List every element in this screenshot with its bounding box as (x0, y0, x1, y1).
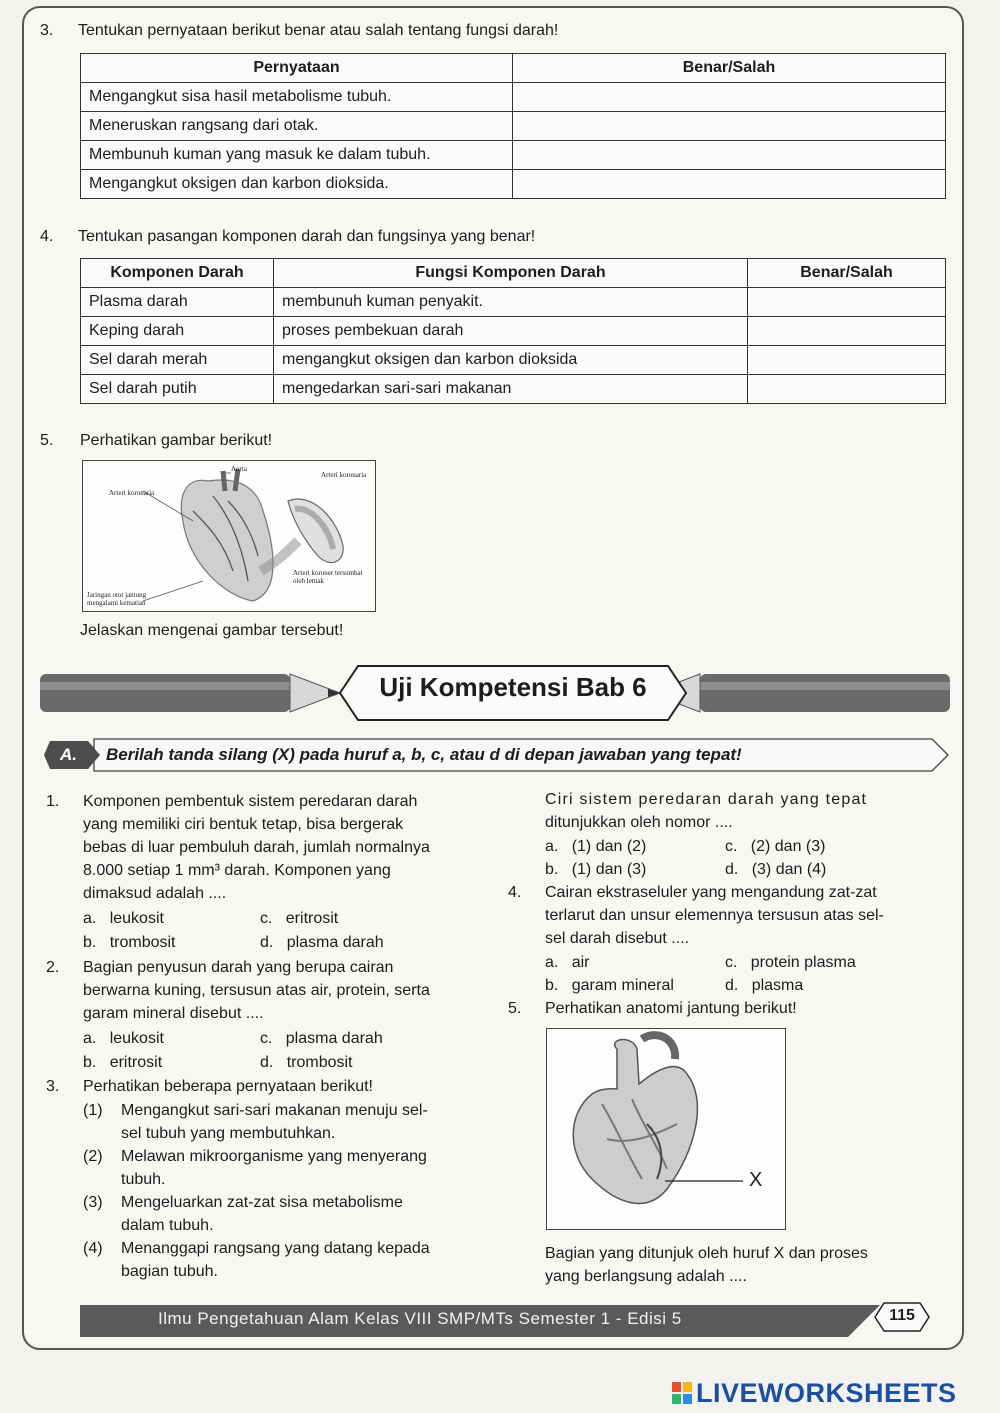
item-line: tubuh. (121, 1171, 166, 1188)
mc2-line: Bagian penyusun darah yang berupa cairan (83, 959, 394, 976)
option-text: (1) dan (3) (571, 861, 647, 878)
heart-coronary-illustration (83, 461, 375, 611)
mc3-item-list (83, 1099, 488, 1283)
mc3-option-b[interactable]: b. (1) dan (3) (545, 861, 647, 878)
mc4-line: sel darah disebut .... (545, 930, 690, 947)
liveworksheets-brand: LIVEWORKSHEETS (696, 1378, 957, 1408)
page-number: 115 (889, 1307, 915, 1324)
label-arteri-koroner: Arteri koroner tersumbat oleh lemak (293, 569, 363, 585)
q4-table (80, 258, 946, 404)
item-line: dalam tubuh. (121, 1217, 214, 1234)
mc1-option-c[interactable]: c. eritrosit (260, 910, 339, 927)
q3-table (80, 53, 946, 199)
answer-cell[interactable] (748, 288, 946, 317)
logo-squares (672, 1382, 692, 1404)
q3-statement: Mengangkut sisa hasil metabolisme tubuh. (81, 83, 513, 112)
mc1-option-a[interactable]: a. leukosit (83, 910, 164, 927)
q4-header-component: Komponen Darah (81, 259, 274, 288)
mc4-number: 4. (508, 884, 522, 901)
table-row (81, 288, 946, 317)
answer-cell[interactable] (748, 346, 946, 375)
page-number-badge (874, 1302, 930, 1332)
mc3-option-d[interactable]: d. (3) dan (4) (725, 861, 827, 878)
item-line: bagian tubuh. (121, 1263, 218, 1280)
mc4-question (545, 881, 950, 950)
mc5-question: Perhatikan anatomi jantung berikut! (545, 1000, 797, 1017)
item-line: Menanggapi rangsang yang datang kepada (121, 1240, 430, 1257)
question-3-text: Tentukan pernyataan berikut benar atau salah tentang fungsi darah! (78, 22, 559, 39)
option-text: leukosit (109, 1030, 164, 1047)
label-jaringan-otot: Jaringan otot jantung mengalami kematian (87, 591, 147, 607)
mc3-item (83, 1191, 488, 1237)
mc3-continuation-line1: Ciri sistem peredaran darah yang tepat (545, 791, 868, 808)
q3-header-statement: Pernyataan (81, 54, 513, 83)
mc3-option-a[interactable]: a. (1) dan (2) (545, 838, 647, 855)
table-row (81, 317, 946, 346)
q3-header-answer: Benar/Salah (513, 54, 946, 83)
mc2-option-c[interactable]: c. plasma darah (260, 1030, 383, 1047)
mc1-line: bebas di luar pembuluh darah, jumlah normalnya (83, 839, 430, 856)
option-text: plasma darah (286, 934, 384, 951)
option-text: (3) dan (4) (751, 861, 827, 878)
mc2-line: berwarna kuning, tersusun atas air, protein, serta (83, 982, 430, 999)
section-a-instruction: Berilah tanda silang (X) pada huruf a, b, c, atau d di depan jawaban yang tepat! (106, 745, 742, 764)
mc5-number: 5. (508, 1000, 522, 1017)
answer-cell[interactable] (513, 112, 946, 141)
heart-anatomy-figure (546, 1028, 786, 1230)
answer-cell[interactable] (513, 141, 946, 170)
option-text: plasma darah (285, 1030, 383, 1047)
label-arteri-koronaria-left: Arteri koronaria (109, 489, 155, 497)
mc1-question (83, 790, 483, 905)
mc1-number: 1. (46, 793, 60, 810)
mc1-line: yang memiliki ciri bentuk tetap, bisa bergerak (83, 816, 404, 833)
q3-statement: Membunuh kuman yang masuk ke dalam tubuh. (81, 141, 513, 170)
mc5-line1: Bagian yang ditunjuk oleh huruf X dan proses (545, 1245, 868, 1262)
question-4-number: 4. (40, 228, 54, 245)
mc4-line: Cairan ekstraseluler yang mengandung zat-zat (545, 884, 877, 901)
mc1-line: 8.000 setiap 1 mm³ darah. Komponen yang (83, 862, 391, 879)
table-row (81, 141, 946, 170)
option-text: eritrosit (285, 910, 339, 927)
item-text (121, 1237, 430, 1283)
table-row (81, 112, 946, 141)
mc3-item (83, 1145, 488, 1191)
component-cell: Sel darah merah (81, 346, 274, 375)
mc4-option-b[interactable]: b. garam mineral (545, 977, 674, 994)
mc1-line: dimaksud adalah .... (83, 885, 227, 902)
q3-statement: Mengangkut oksigen dan karbon dioksida. (81, 170, 513, 199)
function-cell: mengangkut oksigen dan karbon dioksida (274, 346, 748, 375)
item-line: sel tubuh yang membutuhkan. (121, 1125, 336, 1142)
answer-cell[interactable] (748, 317, 946, 346)
item-line: Mengangkut sari-sari makanan menuju sel- (121, 1102, 428, 1119)
question-3-number: 3. (40, 22, 54, 39)
mc3-question: Perhatikan beberapa pernyataan berikut! (83, 1078, 373, 1095)
component-cell: Sel darah putih (81, 375, 274, 404)
item-number: (2) (83, 1148, 103, 1165)
answer-cell[interactable] (748, 375, 946, 404)
item-line: Melawan mikroorganisme yang menyerang (121, 1148, 427, 1165)
section-a-letter: A. (60, 745, 77, 764)
option-text: trombosit (109, 934, 176, 951)
mc1-option-b[interactable]: b. trombosit (83, 934, 176, 951)
answer-cell[interactable] (513, 170, 946, 199)
mc4-line: terlarut dan unsur elemennya tersusun atas sel- (545, 907, 884, 924)
item-text (121, 1145, 427, 1191)
mc3-item (83, 1237, 488, 1283)
option-text: garam mineral (571, 977, 674, 994)
table-row (81, 83, 946, 112)
mc4-option-d[interactable]: d. plasma (725, 977, 804, 994)
mc2-option-b[interactable]: b. eritrosit (83, 1054, 163, 1071)
mc3-option-c[interactable]: c. (2) dan (3) (725, 838, 826, 855)
option-text: (2) dan (3) (750, 838, 826, 855)
label-aorta: Aorta (231, 465, 247, 473)
mc3-number: 3. (46, 1078, 60, 1095)
mc5-line2: yang berlangsung adalah .... (545, 1268, 747, 1285)
mc2-option-a[interactable]: a. leukosit (83, 1030, 164, 1047)
mc2-line: garam mineral disebut .... (83, 1005, 264, 1022)
mc2-option-d[interactable]: d. trombosit (260, 1054, 353, 1071)
coronary-artery-figure (82, 460, 376, 612)
mc2-number: 2. (46, 959, 60, 976)
mc2-question (83, 956, 483, 1025)
table-row (81, 375, 946, 404)
chapter-banner (40, 662, 950, 722)
footer-title: Ilmu Pengetahuan Alam Kelas VIII SMP/MTs Semester 1 - Edisi 5 (158, 1309, 682, 1328)
mc1-option-d[interactable]: d. plasma darah (260, 934, 384, 951)
item-number: (4) (83, 1240, 103, 1257)
mc4-option-a[interactable]: a. air (545, 954, 590, 971)
option-text: trombosit (286, 1054, 353, 1071)
question-5-number: 5. (40, 432, 54, 449)
q4-header-function: Fungsi Komponen Darah (274, 259, 748, 288)
option-text: leukosit (109, 910, 164, 927)
option-text: air (571, 954, 590, 971)
q3-statement: Meneruskan rangsang dari otak. (81, 112, 513, 141)
mc3-item (83, 1099, 488, 1145)
component-cell: Plasma darah (81, 288, 274, 317)
x-marker: X (749, 1169, 763, 1191)
item-number: (1) (83, 1102, 103, 1119)
item-line: Mengeluarkan zat-zat sisa metabolisme (121, 1194, 403, 1211)
question-4-text: Tentukan pasangan komponen darah dan fungsinya yang benar! (78, 228, 536, 245)
label-arteri-koronaria-right: Arteri koronaria (321, 471, 367, 479)
mc4-option-c[interactable]: c. protein plasma (725, 954, 856, 971)
section-a-header (44, 738, 950, 772)
function-cell: proses pembekuan darah (274, 317, 748, 346)
chapter-title: Uji Kompetensi Bab 6 (379, 672, 647, 702)
item-text (121, 1191, 403, 1237)
q4-header-answer: Benar/Salah (748, 259, 946, 288)
function-cell: membunuh kuman penyakit. (274, 288, 748, 317)
heart-anatomy-illustration (547, 1029, 785, 1229)
question-5-text: Perhatikan gambar berikut! (80, 432, 273, 449)
option-text: protein plasma (750, 954, 856, 971)
option-text: (1) dan (2) (571, 838, 647, 855)
option-text: plasma (751, 977, 804, 994)
function-cell: mengedarkan sari-sari makanan (274, 375, 748, 404)
table-row (81, 346, 946, 375)
item-number: (3) (83, 1194, 103, 1211)
table-row (81, 170, 946, 199)
mc1-line: Komponen pembentuk sistem peredaran darah (83, 793, 418, 810)
component-cell: Keping darah (81, 317, 274, 346)
option-text: eritrosit (109, 1054, 163, 1071)
liveworksheets-logo-icon (672, 1382, 692, 1404)
mc3-continuation-line2: ditunjukkan oleh nomor .... (545, 814, 733, 831)
item-text (121, 1099, 428, 1145)
q5-instruction: Jelaskan mengenai gambar tersebut! (80, 622, 344, 639)
answer-cell[interactable] (513, 83, 946, 112)
